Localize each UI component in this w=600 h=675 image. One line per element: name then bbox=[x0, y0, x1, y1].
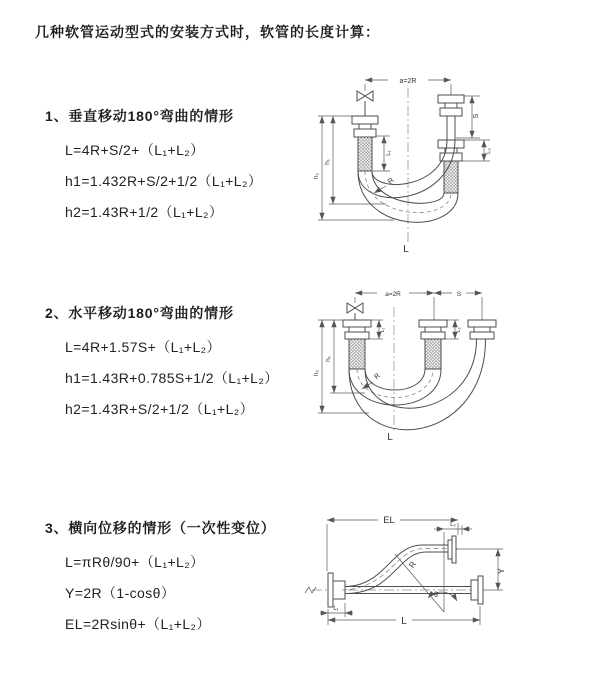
dim-label-a2r: a=2R bbox=[399, 78, 417, 85]
dim-label-l: L bbox=[403, 244, 409, 255]
dim-label-l: L bbox=[401, 616, 407, 627]
formula-h1: h1=1.43R+0.785S+1/2（L₁+L₂） bbox=[65, 370, 279, 386]
diagram-vertical-180-bend bbox=[310, 58, 510, 258]
dim-label-h2: h₂ bbox=[313, 172, 320, 180]
section-3-heading: 3、横向位移的情形（一次性变位） bbox=[45, 520, 276, 536]
section-1-formulas bbox=[65, 140, 262, 222]
dimension-lines bbox=[318, 293, 482, 413]
page-title: 几种软管运动型式的安装方式时，软管的长度计算： bbox=[35, 24, 380, 40]
dimension-lines bbox=[320, 520, 503, 625]
dim-label-h1: h₁ bbox=[325, 356, 332, 362]
formula-length: L=πRθ/90+（L₁+L₂） bbox=[65, 554, 205, 570]
dim-label-r: R bbox=[373, 372, 382, 381]
section-2-formulas bbox=[65, 337, 279, 419]
dim-label-s: S bbox=[456, 291, 462, 298]
dim-label-a2r: a=2R bbox=[385, 291, 401, 298]
section-2-heading: 2、水平移动180°弯曲的情形 bbox=[45, 305, 234, 321]
section-lateral-displacement bbox=[45, 518, 276, 634]
hose-drawing bbox=[328, 536, 483, 607]
left-fitting bbox=[352, 116, 378, 171]
valve-icon bbox=[357, 91, 373, 116]
formula-length: L=4R+1.57S+（L₁+L₂） bbox=[65, 339, 221, 355]
formula-h1: h1=1.432R+S/2+1/2（L₁+L₂） bbox=[65, 173, 263, 189]
dim-label-r: R bbox=[385, 175, 396, 186]
section-horizontal-movement bbox=[45, 303, 279, 419]
dim-label-l1: L₁ bbox=[386, 150, 392, 156]
formula-h2: h2=1.43R+1/2（L₁+L₂） bbox=[65, 204, 224, 220]
dim-label-l1: L₁ bbox=[333, 606, 339, 612]
dim-label-theta: θ bbox=[434, 592, 438, 599]
dim-label-l2: L₂ bbox=[486, 148, 492, 154]
diagram-lateral-displacement bbox=[300, 505, 520, 635]
section-vertical-movement bbox=[45, 106, 262, 222]
dim-label-el: EL bbox=[383, 515, 395, 526]
section-3-formulas bbox=[65, 552, 276, 634]
dim-label-h1: h₁ bbox=[324, 159, 331, 165]
dim-label-l1: L₁ bbox=[380, 327, 386, 333]
diagram-labels bbox=[313, 78, 492, 255]
dim-label-l2: L₂ bbox=[450, 522, 456, 528]
middle-fitting bbox=[419, 320, 447, 369]
hose-drawing bbox=[343, 303, 496, 430]
dim-label-l: L bbox=[387, 432, 393, 443]
right-fitting-upper bbox=[438, 95, 464, 116]
dim-label-y: Y bbox=[496, 568, 506, 574]
dim-label-r: R bbox=[407, 559, 418, 570]
section-1-heading: 1、垂直移动180°弯曲的情形 bbox=[45, 108, 234, 124]
dim-label-h2: h₂ bbox=[313, 369, 320, 377]
dim-label-s: S bbox=[473, 113, 480, 119]
diagram-horizontal-180-bend bbox=[305, 281, 505, 461]
valve-icon bbox=[347, 303, 363, 320]
formula-length: L=4R+S/2+（L₁+L₂） bbox=[65, 142, 205, 158]
right-flange-original bbox=[471, 576, 483, 604]
left-fitting bbox=[343, 320, 371, 369]
right-fitting-lower bbox=[438, 140, 464, 193]
formula-el: EL=2Rsinθ+（L₁+L₂） bbox=[65, 616, 211, 632]
upper-flange-moved bbox=[448, 536, 456, 563]
dim-label-l2: L₂ bbox=[456, 327, 462, 333]
formula-h2: h2=1.43R+S/2+1/2（L₁+L₂） bbox=[65, 401, 255, 417]
formula-y: Y=2R（1-cosθ） bbox=[65, 585, 176, 601]
right-fitting-moved bbox=[468, 320, 496, 339]
